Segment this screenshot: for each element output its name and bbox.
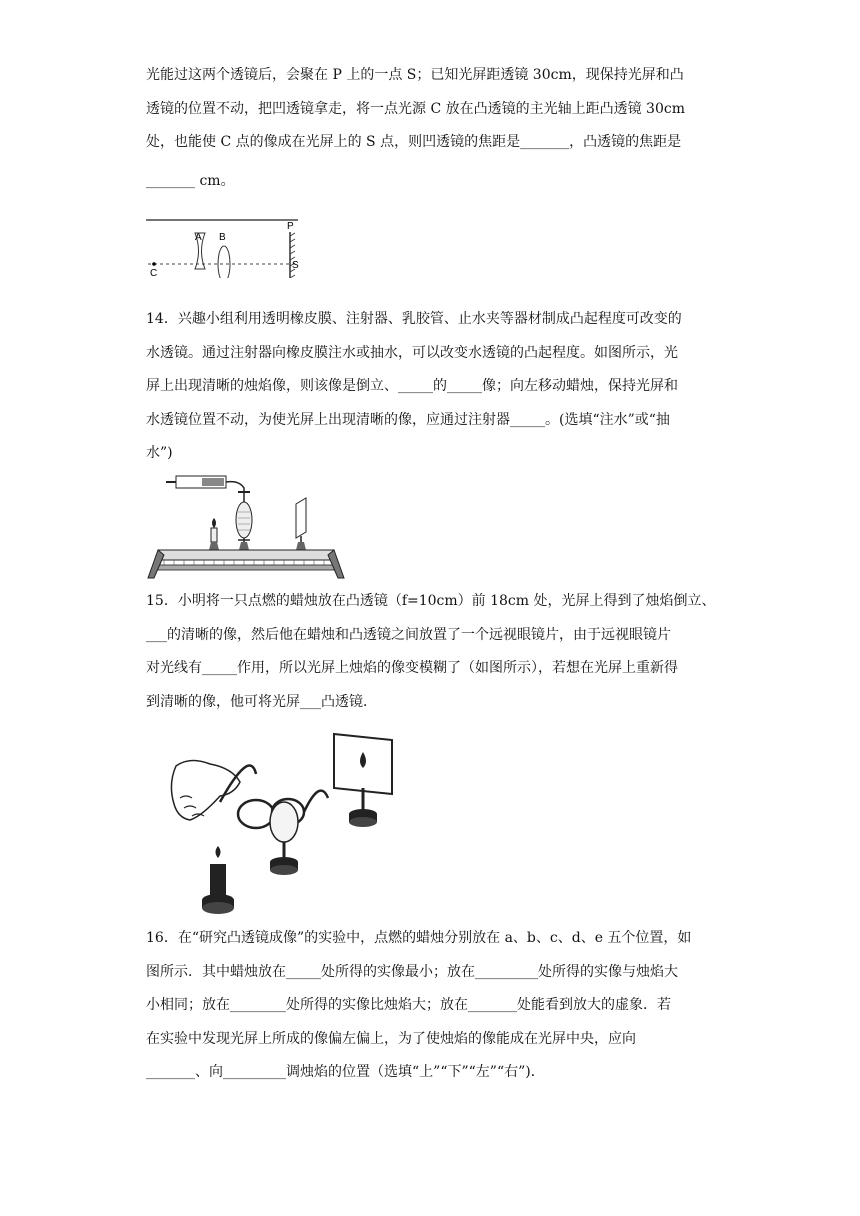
q14-line-5: 水”) (146, 445, 173, 461)
q15-line-3: 对光线有_____作用，所以光屏上烛焰的像变模糊了（如图所示），若想在光屏上重新得 (146, 660, 678, 676)
screen-p-label: P (287, 221, 294, 232)
q16-line-4: 在实验中发现光屏上所成的像偏左偏上，为了使烛焰的像能成在光屏中央，应向 (146, 1030, 636, 1047)
q16-line-1: 16．在“研究凸透镜成像”的实验中，点燃的蜡烛分别放在 a、b、c、d、e 五个位置，如 (146, 930, 692, 946)
optical-bench (158, 550, 334, 560)
point-c-label: C (150, 268, 158, 278)
glasses-lens-left (238, 800, 274, 828)
q13-lens-diagram (144, 214, 306, 278)
candle (211, 528, 217, 542)
q15-line-1: 15．小明将一只点燃的蜡烛放在凸透镜（f=10cm）前 18cm 处，光屏上得到了烛焰倒立、 (146, 593, 716, 609)
convex-lens (270, 802, 298, 842)
point-s-label: S (292, 260, 299, 271)
candle (210, 864, 226, 896)
q15-line-4: 到清晰的像，他可将光屏___凸透镜． (146, 693, 377, 710)
candle-flame (216, 846, 221, 858)
q15-glasses-experiment (160, 728, 400, 914)
hand (171, 760, 240, 820)
q15-text (146, 585, 726, 719)
q14-text (146, 303, 726, 471)
q14-line-4: 水透镜位置不动，为使光屏上出现清晰的像，应通过注射器_____。(选填“注水”或“抽 (146, 411, 670, 428)
q14-line-3: 屏上出现清晰的烛焰像，则该像是倒立、_____的_____像；向左移动蜡烛，保持光屏和 (146, 378, 678, 394)
lens-b-label: B (219, 232, 226, 243)
q16-line-2: 图所示．其中蜡烛放在_____处所得的实像最小；放在_________处所得的实像与烛焰大 (146, 963, 678, 980)
q13-line-2: 透镜的位置不动，把凹透镜拿走，将一点光源 C 放在凸透镜的主光轴上距凸透镜 30cm (146, 100, 685, 117)
q14-line-2: 水透镜。通过注射器向橡皮膜注水或抽水，可以改变水透镜的凸起程度。如图所示，光 (146, 344, 678, 361)
q16-line-3: 小相同；放在________处所得的实像比烛焰大；放在_______处能看到放大的虚象．若 (146, 997, 671, 1013)
candle-flame (212, 518, 216, 528)
q16-text (146, 922, 726, 1090)
q15-line-2: ___的清晰的像，然后他在蜡烛和凸透镜之间放置了一个远视眼镜片，由于远视眼镜片 (146, 626, 671, 643)
q16-line-5: _______、向_________调烛焰的位置（选填“上”“下”“左”“右”)． (146, 1064, 545, 1080)
lens-a-label: A (195, 232, 202, 243)
light-screen (296, 498, 306, 538)
bench-leg-left (148, 550, 164, 578)
q13-line-3: 处，也能使 C 点的像成在光屏上的 S 点，则凹透镜的焦距是_______，凸透镜的焦距是 (146, 134, 682, 150)
bench-leg-right (328, 550, 344, 578)
glasses-temple-right (304, 791, 328, 812)
q14-water-lens-apparatus (144, 470, 349, 582)
q13-line-1: 光能过这两个透镜后，会聚在 P 上的一点 S；已知光屏距透镜 30cm，现保持光屏和凸 (146, 67, 684, 83)
water-lens (236, 502, 252, 538)
convex-lens-b (218, 246, 230, 278)
q13-line-4: _______ cm。 (146, 172, 235, 189)
q13-text (146, 59, 726, 198)
q14-line-1: 14．兴趣小组利用透明橡皮膜、注射器、乳胶管、止水夹等器材制成凸起程度可改变的 (146, 311, 682, 327)
